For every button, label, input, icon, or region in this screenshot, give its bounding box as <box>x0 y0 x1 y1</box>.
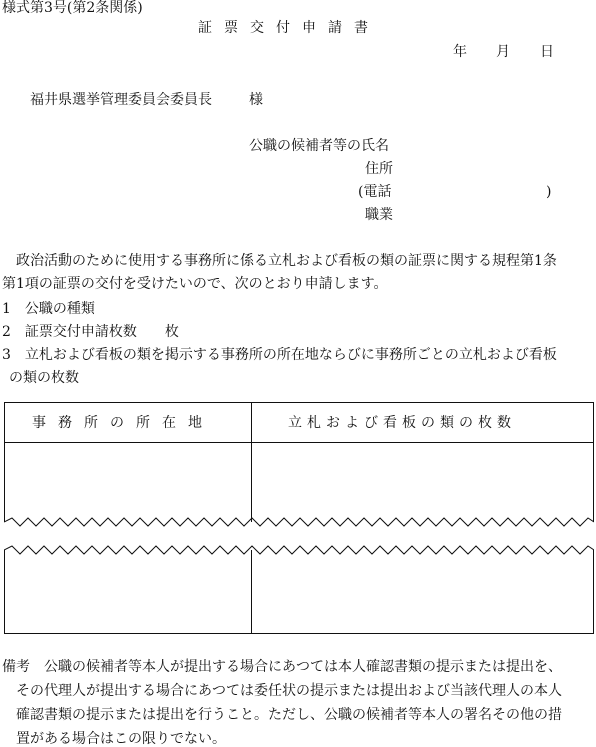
addressee-honorific: 様 <box>249 92 263 108</box>
page-title: 証票交付申請書 <box>198 20 380 36</box>
applicant-occupation-label: 職業 <box>365 207 393 223</box>
addressee: 福井県選挙管理委員会委員長 <box>30 92 212 108</box>
table-header-count: 立札および看板の類の枚数 <box>288 415 516 431</box>
body-line-2: 第1項の証票の交付を受けたいので、次のとおり申請します。 <box>2 276 388 292</box>
item-1: 1 公職の種類 <box>2 301 95 317</box>
applicant-phone-close: ) <box>546 184 552 200</box>
note-line-1: 備考 公職の候補者等本人が提出する場合にあつては本人確認書類の提示または提出を、 <box>2 659 562 675</box>
body-line-1: 政治活動のために使用する事務所に係る立札および看板の類の証票に関する規程第1条 <box>16 253 557 269</box>
date-year-label: 年 <box>453 44 467 60</box>
applicant-address-label: 住所 <box>365 161 393 177</box>
date-month-label: 月 <box>496 44 510 60</box>
note-line-4: 置がある場合はこの限りでない。 <box>16 731 226 747</box>
note-line-3: 確認書類の提示または提出を行うこと。ただし、公職の候補者等本人の署名その他の措 <box>16 707 562 723</box>
item-3: 3 立札および看板の類を掲示する事務所の所在地ならびに事務所ごとの立札および看板 <box>2 347 557 363</box>
item-3-continued: の類の枚数 <box>9 370 79 386</box>
date-day-label: 日 <box>540 44 554 60</box>
item-2: 2 証票交付申請枚数 枚 <box>2 324 179 340</box>
form-id: 様式第3号(第2条関係) <box>2 0 143 16</box>
note-line-2: その代理人が提出する場合にあつては委任状の提示または提出および当該代理人の本人 <box>16 683 562 699</box>
location-table <box>4 402 594 634</box>
table-header-location: 事務所の所在地 <box>32 415 214 431</box>
applicant-phone-open: (電話 <box>358 184 392 200</box>
table-frame <box>4 402 594 634</box>
applicant-name-label: 公職の候補者等の氏名 <box>249 138 389 154</box>
